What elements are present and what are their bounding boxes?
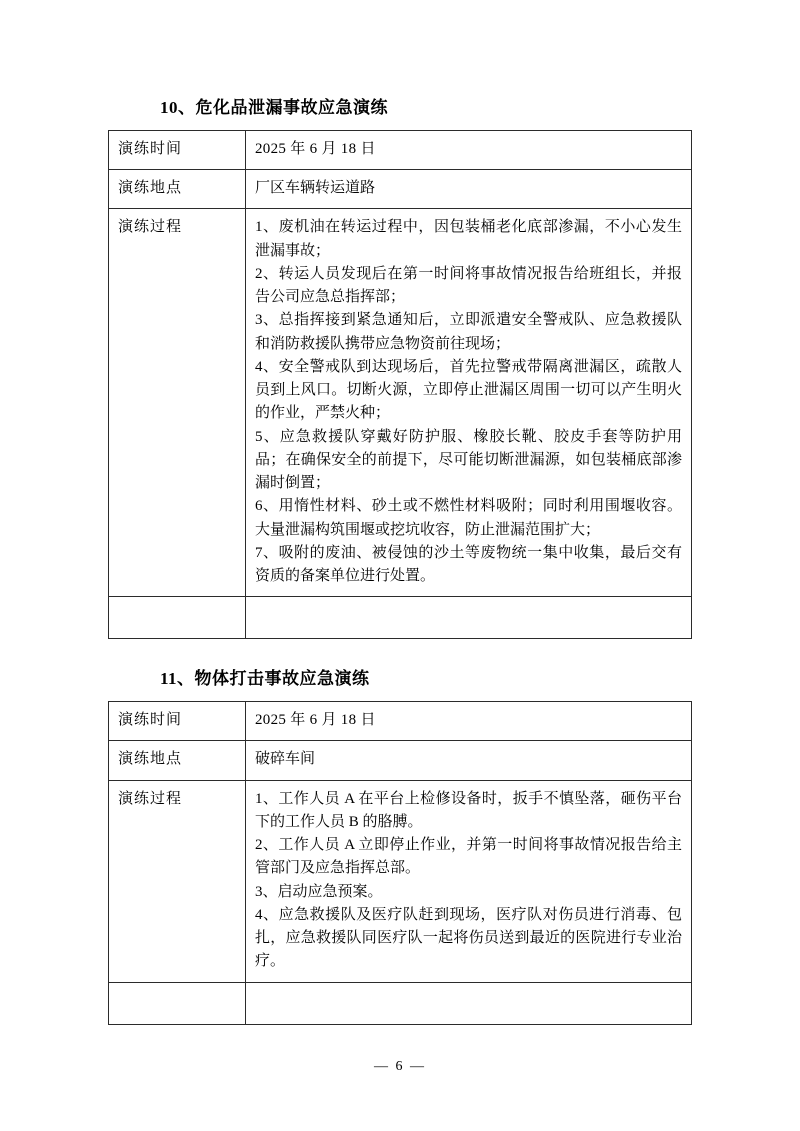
table-row (109, 130, 692, 169)
spacer-cell-right (246, 597, 692, 639)
page-number: — 6 — (374, 1059, 426, 1074)
table-row (109, 170, 692, 209)
table-row (109, 780, 692, 982)
process-step: 2、工作人员 A 立即停止作业，并第一时间将事故情况报告给主管部门及应急指挥总部。 (255, 837, 682, 877)
process-step: 3、启动应急预案。 (255, 883, 383, 900)
row-label-location: 演练地点 (109, 741, 246, 780)
table-row (109, 741, 692, 780)
drill-section-11 (108, 667, 692, 1024)
row-label-process: 演练过程 (109, 780, 246, 982)
table-row-spacer (109, 597, 692, 639)
process-step: 4、安全警戒队到达现场后，首先拉警戒带隔离泄漏区，疏散人员到上风口。切断火源，立即停止泄漏区周围一切可以产生明火的作业，严禁火种； (255, 358, 682, 422)
row-value-time: 2025 年 6 月 18 日 (246, 130, 692, 169)
process-step: 6、用惰性材料、砂土或不燃性材料吸附；同时利用围堰收容。大量泄漏构筑围堰或挖坑收容，防止泄漏范围扩大； (255, 498, 682, 538)
row-label-process: 演练过程 (109, 209, 246, 597)
row-value-location: 厂区车辆转运道路 (246, 170, 692, 209)
section-gap (108, 645, 692, 667)
section-title: 10、危化品泄漏事故应急演练 (160, 98, 388, 117)
spacer-cell-left (109, 597, 246, 639)
table-row (109, 702, 692, 741)
process-step: 3、总指挥接到紧急通知后，立即派遣安全警戒队、应急救援队和消防救援队携带应急物资前往现场； (255, 312, 682, 352)
row-label-location: 演练地点 (109, 170, 246, 209)
process-step: 1、废机油在转运过程中，因包装桶老化底部渗漏，不小心发生泄漏事故； (255, 219, 682, 259)
spacer-cell-left (109, 982, 246, 1024)
table-row-spacer (109, 982, 692, 1024)
row-value-time: 2025 年 6 月 18 日 (246, 702, 692, 741)
section-title: 11、物体打击事故应急演练 (160, 669, 370, 689)
row-value-location: 破碎车间 (246, 741, 692, 780)
spacer-cell-right (246, 982, 692, 1024)
row-label-time: 演练时间 (109, 130, 246, 169)
process-step: 7、吸附的废油、被侵蚀的沙土等废物统一集中收集，最后交有资质的备案单位进行处置。 (255, 544, 682, 585)
row-label-time: 演练时间 (109, 702, 246, 741)
process-step: 1、工作人员 A 在平台上检修设备时，扳手不慎坠落，砸伤平台下的工作人员 B 的胳膊。 (255, 790, 682, 830)
process-step: 4、应急救援队及医疗队赶到现场，医疗队对伤员进行消毒、包扎，应急救援队同医疗队一起将伤员送到最近的医院进行专业治疗。 (255, 906, 682, 970)
drill-table (108, 130, 692, 640)
process-step: 5、应急救援队穿戴好防护服、橡胶长靴、胶皮手套等防护用品；在确保安全的前提下，尽可能切断泄漏源，如包装桶底部渗漏时倒置； (255, 428, 682, 492)
table-row (109, 209, 692, 597)
drill-section-10 (108, 96, 692, 639)
row-value-process (246, 209, 692, 597)
row-value-process (246, 780, 692, 982)
drill-table (108, 701, 692, 1025)
process-step: 2、转运人员发现后在第一时间将事故情况报告给班组长，并报告公司应急总指挥部； (255, 265, 682, 306)
